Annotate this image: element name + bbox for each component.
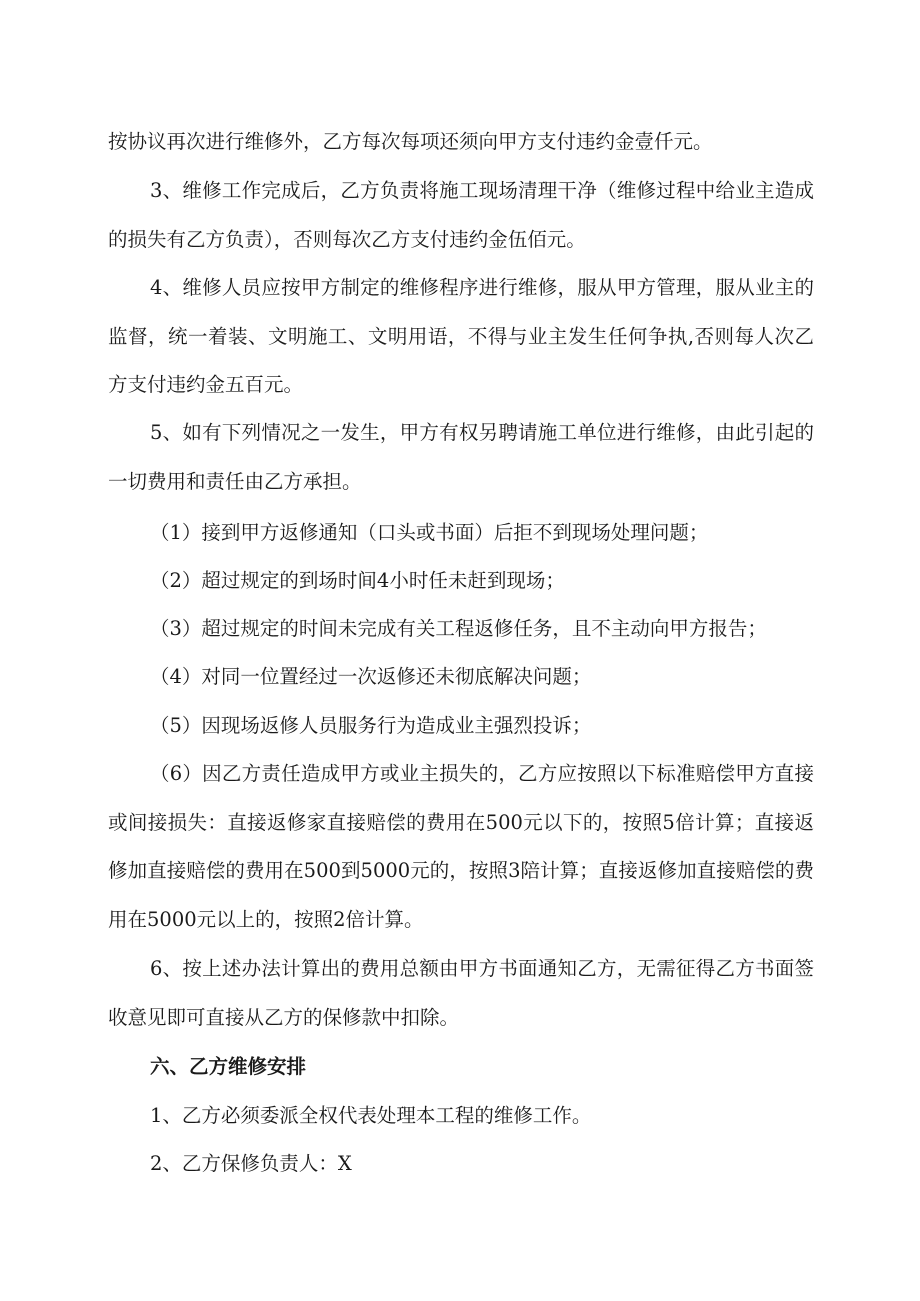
paragraph-3: 3、维修工作完成后，乙方负责将施工现场清理干净（维修过程中给业主造成的损失有乙方负责），否则每次乙方支付违约金伍佰元。	[108, 179, 814, 251]
list-item-5: （5）因现场返修人员服务行为造成业主强烈投诉；	[150, 714, 592, 737]
arrangement-item-2: 2、乙方保修负责人：X	[150, 1152, 352, 1175]
paragraph-4: 4、维修人员应按甲方制定的维修程序进行维修，服从甲方管理，服从业主的监督，统一着装、文明施工、文明用语，不得与业主发生任何争执,否则每人次乙方支付违约金五百元。	[108, 276, 814, 396]
paragraph-5: 5、如有下列情况之一发生，甲方有权另聘请施工单位进行维修，由此引起的一切费用和责任由乙方承担。	[108, 421, 814, 493]
list-item-2: （2）超过规定的到场时间4小时任未赶到现场；	[150, 569, 565, 592]
list-item-4: （4）对同一位置经过一次返修还未彻底解决问题；	[150, 665, 592, 688]
list-item-6: （6）因乙方责任造成甲方或业主损失的，乙方应按照以下标准赔偿甲方直接或间接损失：直接返修家直接赔偿的费用在500元以下的，按照5倍计算；直接返修加直接赔偿的费用在500到5000元的，按照3陪计算；直接返修加直接赔偿的费用在5000元以上的，按照2倍计算。	[108, 762, 814, 931]
arrangement-item-1: 1、乙方必须委派全权代表处理本工程的维修工作。	[150, 1104, 592, 1127]
list-item-3: （3）超过规定的时间未完成有关工程返修任务，且不主动向甲方报告；	[150, 617, 767, 640]
section-heading: 六、乙方维修安排	[150, 1055, 307, 1078]
paragraph-6: 6、按上述办法计算出的费用总额由甲方书面通知乙方，无需征得乙方书面签收意见即可直接从乙方的保修款中扣除。	[108, 957, 814, 1029]
paragraph-continuation: 按协议再次进行维修外，乙方每次每项还须向甲方支付违约金壹仟元。	[108, 130, 713, 153]
list-item-1: （1）接到甲方返修通知（口头或书面）后拒不到现场处理问题；	[150, 521, 709, 544]
